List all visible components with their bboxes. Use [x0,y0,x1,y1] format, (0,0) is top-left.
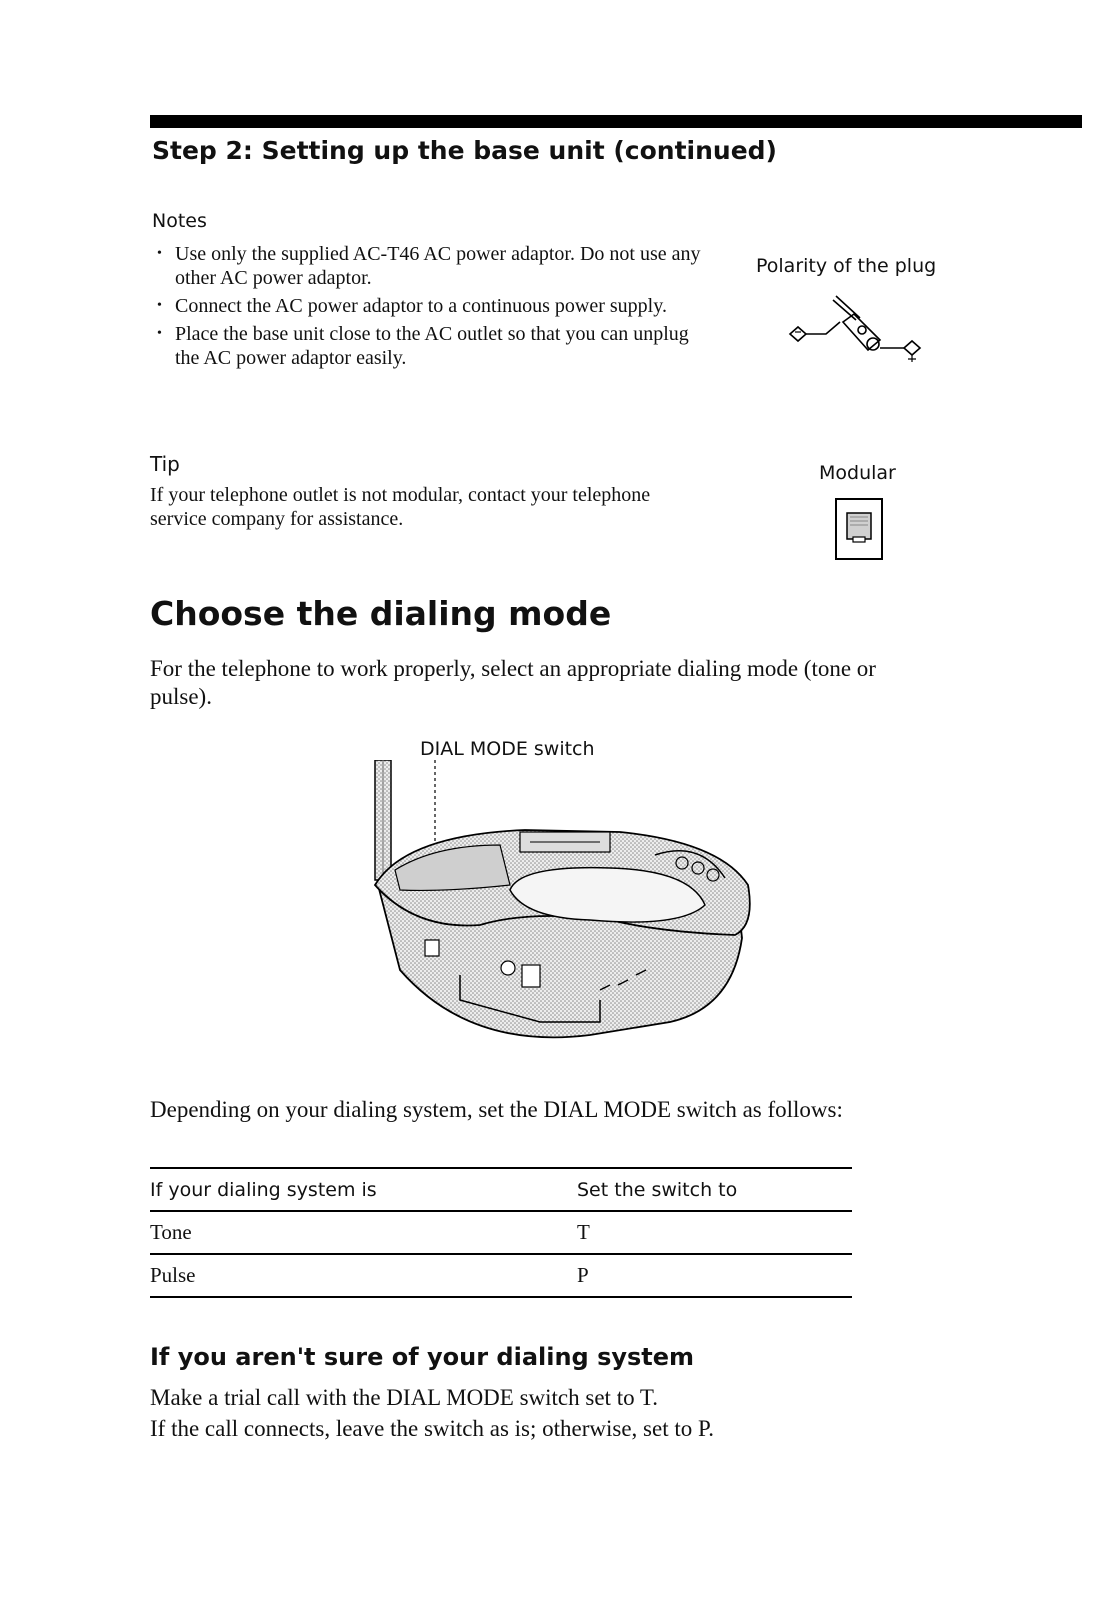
step-heading: Step 2: Setting up the base unit (continued) [152,136,777,165]
table-cell-switch: P [577,1254,852,1297]
modular-label: Modular [819,462,896,484]
plug-polarity-icon [788,292,938,372]
notes-list [155,242,715,374]
table-header-row [150,1168,852,1211]
column-header-system: If your dialing system is [150,1168,577,1211]
base-unit-illustration [360,760,790,1080]
unsure-heading: If you aren't sure of your dialing system [150,1343,695,1371]
note-item: • Use only the supplied AC-T46 AC power adaptor. Do not use any other AC power adaptor. [155,242,715,290]
table-cell-system: Pulse [150,1254,577,1297]
modular-jack-icon [834,497,886,563]
column-header-switch: Set the switch to [577,1168,852,1211]
dial-mode-switch-label: DIAL MODE switch [420,738,595,760]
table-cell-switch: T [577,1211,852,1254]
top-rule [150,115,1082,128]
tip-text: If your telephone outlet is not modular, contact your telephone service company for assistance. [150,484,651,530]
dialing-mode-heading: Choose the dialing mode [150,594,612,633]
notes-heading: Notes [152,210,207,232]
table-row [150,1254,852,1297]
polarity-label: Polarity of the plug [756,255,937,277]
depending-text: Depending on your dialing system, set the DIAL MODE switch as follows: [150,1097,843,1122]
unsure-text-line: Make a trial call with the DIAL MODE switch set to T. [150,1385,659,1410]
note-item: • Connect the AC power adaptor to a continuous power supply. [155,294,715,318]
dialing-intro: For the telephone to work properly, select an appropriate dialing mode (tone or pulse). [150,656,876,709]
unsure-text-line: If the call connects, leave the switch as is; otherwise, set to P. [150,1416,714,1441]
table-row [150,1211,852,1254]
table-cell-system: Tone [150,1211,577,1254]
dial-mode-table [150,1167,852,1298]
note-item: • Place the base unit close to the AC outlet so that you can unplug the AC power adaptor easily. [155,322,715,370]
tip-heading: Tip [150,452,180,476]
